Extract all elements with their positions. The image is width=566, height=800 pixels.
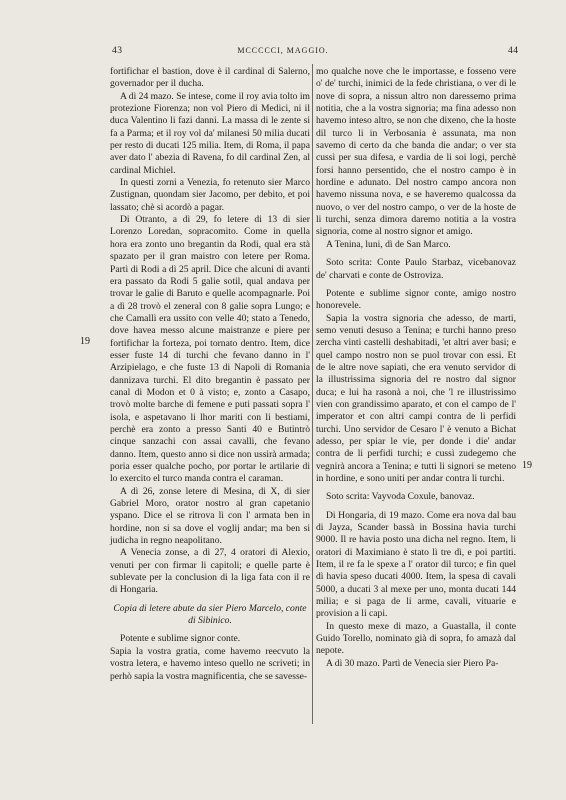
left-column [110, 66, 310, 683]
paragraph: fortifichar el bastion, dove è il cardinal di Salerno, governador per il ducha. [110, 66, 310, 90]
paragraph: mo qualche nove che le importasse, e fosseno vere o' de' turchi, inimici de la fede christiana, o ver di le nove di sopra, a nissun altro non daressemo prima notitia, che a la vostra signoria; ma fina adesso non havemo inteso altro, se non che dixeno, che la hoste dil turco li in Verbosania è assunata, ma non savemo di certo da che banda die andar; o ver sta cussì per sua difesa, e vardia de li soi logi, perchè forsi hanno persentido, che el nostro campo è in hordine e adunato. Del nostro campo ancora non havemo nissuna nova, e se haveremo qualcossa da nuovo, o ver del nostro campo, o ver de la hoste de li turchi, senza dimora daremo notitia a la vostra signoria, come al nostro signor et amigo. [316, 66, 516, 238]
paragraph: A dì 30 mazo. Partì de Venecia sier Piero Pa- [326, 657, 499, 669]
paragraph: Sapia la vostra signoria che adesso, de marti, semo venuti desuso a Tenina; e turchi hanno preso zercha vinti castelli deshabitadi, 'et altri aver basi; e quel campo nostro non se puol trovar con essi. Et de le altre nove sapiati, che era venuto servidor di la illustrissima signoria del re nostro dal signor duca; e lui ha rasonà a noi, che 'l re illustrissimo vien con grandissimo aparato, et con el campo de l' imperator et con altri campi contra de li perfidi turchi. Uno servidor de Cesaro l' è venuto a Bichat adesso, per spiar le vie, per donde i die' andar contra de li perfidi turchi; e cussì zudegemo che vegnirà ancora a Tenina; e tutti li signori se meteno in hordine, e sono uniti per andar contra li turchi. [316, 312, 516, 484]
page-number-right: 44 [508, 46, 519, 56]
paragraph: A dì 26, zonse letere di Mesina, di X, di sier Gabriel Moro, orator nostro al gran capetanio yspano. Dice el se ritrova lì con l' armata ben in hordine, non si sa dove el voglij andar; ma ben si judicha in regno neapolitano. [110, 485, 310, 547]
section-heading: Copia di letere abute da sier Piero Marcelo, conte di Sibinico. [113, 602, 307, 627]
paragraph: A dì 24 mazo. Se intese, come il roy avia tolto im protezione Fiorenza; non vol Piero di Medici, ni il duca Valentino li fazi danni. La massa di le zente si fa a Parma; et il roy vol da' milanesi 50 milia ducati per resto di ducati 125 milia. Item, di Roma, il papa aver dato l' abezia di Ravena, fo dil cardinal Zen, al cardinal Michiel. [110, 90, 310, 176]
page-number-left: 43 [112, 46, 123, 56]
paragraph: Di Otranto, a dì 29, fo letere di 13 di sier Lorenzo Loredan, sopracomito. Come in quella hora era zonto uno bregantin da Rodi, qual era stà spazato per il gran maistro con letere per Roma. Partì di Rodi a dì 25 april. Dice che alcuni di avanti era passato da Rodi 5 galie sotil, qual andava per trovar le galie di Baruto e quelle acompagnarle. Poi a dì 28 trovò el zeneral con 8 galie sopra Lungo; e che Camallì era ussito con velle 40; stato a Tenedo, dove havea messo alcune maistranze e piere per fortifichar la forteza, poi tornato dentro. Item, dice esser fuste 14 di turchi che fevano danno in l' Arzipielago, e che fuste 13 di Napoli di Romania dannizava turchi. El dito bregantin è passato per canal di Modon et 0 à visto; e, zonto a Casapo, trovò molte barche di femene e puti passati sopra l' isola, e aspetavano li lhor mariti con li bestiami, perchè era zonto a presso Santi 40 e Butintrò cinque sanzachi con assai cavalli, che fevano danno. Item, questo anno si dice non ussirà armada; poria esser qualche pocho, por portar le artilarie di lo exercito el turco manda contra el caraman. [110, 214, 310, 485]
paragraph: Di Hongaria, di 19 mazo. Come era nova dal bau di Jayza, Scander bassà in Bossina havia turchi 9000. Il re havia posto una dicha nel regno. Item, li oratori di Maximiano è stato lì tre dì, e poi partiti. Item, il re fa le spexe a l' orator dil turco; e fin quel dì havia speso ducati 4000. Item, la spesa di cavali 5000, a ducati 3 al mexe per uno, monta ducati 144 milia; e si paga de li arme, cavali, vituarie e provision a li capi. [316, 509, 516, 620]
salutation: Potente e sublime signor conte. [120, 633, 241, 645]
salutation: Potente e sublime signor conte, amigo nostro honorevele. [316, 287, 516, 312]
signature-line: Soto scrita: Vayvoda Coxule, banovaz. [326, 491, 475, 503]
page-header [0, 46, 566, 60]
paragraph: Sapia la vostra gratia, come havemo reecvuto la vostra letera, e havemo inteso quello ne scriveti; in perhò sapia la vostra magnificentia, che se savesse- [110, 645, 310, 682]
margin-number-left: 19 [80, 336, 90, 347]
running-title: MCCCCCI, MAGGIO. [237, 46, 329, 55]
right-column [316, 66, 516, 670]
column-divider [312, 64, 313, 724]
paragraph: In questo mexe di mazo, a Guastalla, il conte Guido Torello, nominato già di sopra, fo amazà dal nepote. [316, 620, 516, 657]
paragraph: A Tenina, luni, dì de San Marco. [326, 238, 451, 250]
margin-number-right: 19 [522, 460, 532, 471]
paragraph: In questi zorni a Venezia, fo retenuto sier Marco Zustignan, quondam sier Jacomo, per debito, et poi lassato; chè si acordò a pagar. [110, 177, 310, 213]
paragraph: A Venecia zonse, a dì 27, 4 oratori di Alexio, venuti per con firmar li capitoli; e quelle parte è sublevate per la conclusion di la liga fata con il re di Hongaria. [110, 547, 310, 596]
signature-line: Soto scrita: Conte Paulo Starbaz, vicebanovaz de' charvati e conte de Ostroviza. [316, 257, 516, 281]
